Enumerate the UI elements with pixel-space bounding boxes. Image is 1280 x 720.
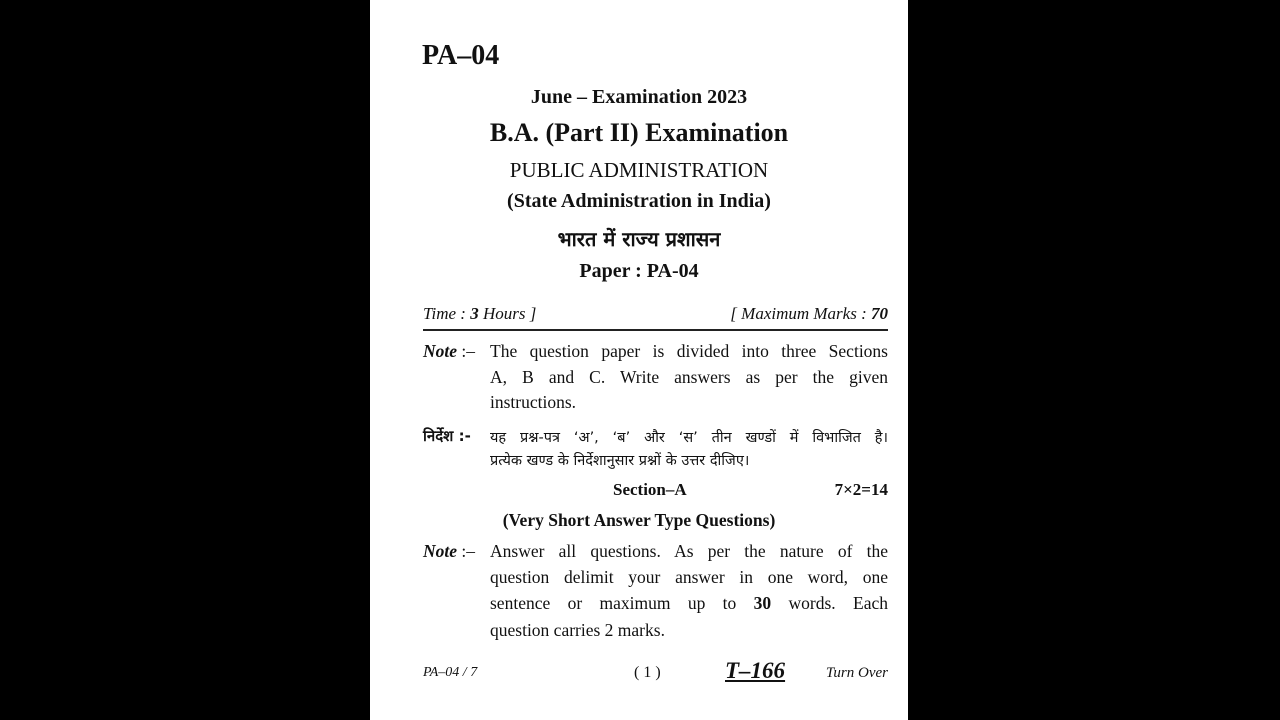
paper-code: PA–04: [422, 40, 500, 71]
time-value: 3: [470, 304, 479, 323]
note-label: [423, 341, 475, 362]
line-text: words. Each: [771, 593, 888, 613]
note-label-text: Note: [423, 341, 458, 361]
section-title: Section–A: [613, 480, 687, 499]
section-marks: 7×2=14: [834, 480, 888, 499]
time-unit: Hours ]: [478, 304, 537, 323]
exam-name: B.A. (Part II) Examination: [489, 118, 789, 147]
note-line: instructions.: [490, 392, 577, 412]
section-note-label-text: Note: [423, 541, 458, 561]
footer-code: PA–04 / 7: [423, 665, 478, 680]
section-subtitle: (Very Short Answer Type Questions): [502, 510, 776, 530]
hindi-note-line: यह प्रश्न-पत्र ‘अ’, ‘ब’ और ‘स’ तीन खण्डों में विभाजित है।: [490, 430, 888, 446]
paper-title-hindi: भारत में राज्य प्रशासन: [557, 227, 721, 251]
note-sep: :–: [457, 341, 476, 361]
section-note-line: question delimit your answer in one word, one: [490, 567, 888, 587]
serial-number: T–166: [725, 658, 786, 683]
section-note-label: [423, 541, 475, 562]
hindi-note-line: प्रत्येक खण्ड के निर्देशानुसार प्रश्नों के उत्तर दीजिए।: [490, 453, 750, 469]
time-allowed: [423, 304, 536, 324]
note-line: The question paper is divided into three Sections: [490, 341, 888, 361]
exam-paper-page: [370, 0, 908, 720]
paper-title: (State Administration in India): [507, 190, 771, 212]
marks-label: [ Maximum Marks :: [730, 304, 871, 323]
subject: PUBLIC ADMINISTRATION: [509, 158, 769, 182]
divider: [423, 329, 888, 331]
word-limit: 30: [753, 593, 772, 613]
page-number: ( 1 ): [634, 664, 661, 681]
line-text: sentence or maximum up to: [490, 593, 754, 613]
section-note-line: question carries 2 marks.: [490, 620, 665, 640]
paper-number: Paper : PA-04: [579, 260, 699, 282]
section-note-line: Answer all questions. As per the nature of the: [490, 541, 888, 561]
marks-value: 70: [871, 304, 888, 323]
turn-over: Turn Over: [825, 665, 888, 681]
time-label: Time :: [423, 304, 471, 323]
section-note-line: [490, 593, 888, 614]
note-line: A, B and C. Write answers as per the given: [490, 367, 888, 387]
exam-session: June – Examination 2023: [530, 86, 748, 108]
section-note-sep: :–: [457, 541, 476, 561]
maximum-marks: [730, 304, 888, 324]
hindi-note-label: निर्देश :-: [423, 427, 471, 445]
